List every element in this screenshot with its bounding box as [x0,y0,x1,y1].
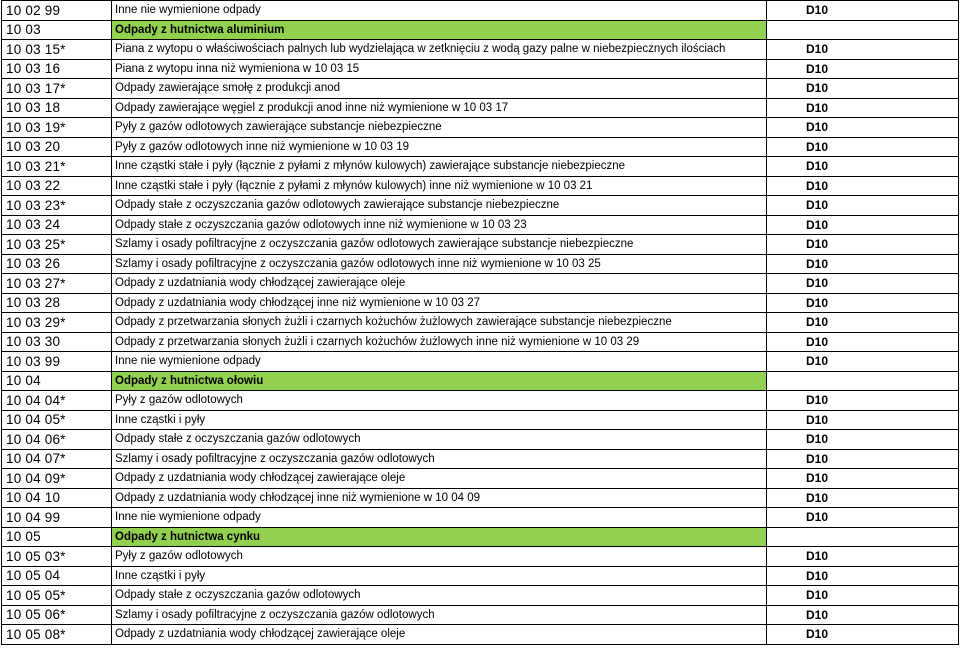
waste-description-cell: Inne cząstki i pyły [112,566,767,586]
table-row [2,430,959,450]
table-row [2,625,959,645]
table-row [2,332,959,352]
disposal-class-cell: D10 [767,566,959,586]
disposal-class-cell: D10 [767,332,959,352]
disposal-class-cell: D10 [767,449,959,469]
table-row [2,508,959,528]
table-row [2,449,959,469]
disposal-class-cell: D10 [767,274,959,294]
disposal-class-cell: D10 [767,352,959,372]
table-row [2,79,959,99]
waste-description-cell: Odpady z uzdatniania wody chłodzącej inne niż wymienione w 10 03 27 [112,293,767,313]
table-row [2,176,959,196]
waste-description-cell: Piana z wytopu inna niż wymieniona w 10 03 15 [112,59,767,79]
disposal-class-cell: D10 [767,469,959,489]
group-header-row [2,20,959,40]
disposal-class-cell: D10 [767,79,959,99]
table-row [2,469,959,489]
disposal-class-cell: D10 [767,157,959,177]
disposal-class-cell: D10 [767,605,959,625]
waste-description-cell: Pyły z gazów odlotowych inne niż wymienione w 10 03 19 [112,137,767,157]
disposal-class-cell: D10 [767,235,959,255]
waste-description-cell: Inne nie wymienione odpady [112,352,767,372]
waste-code-cell: 10 04 06* [2,430,112,450]
waste-code-cell: 10 04 04* [2,391,112,411]
waste-code-cell: 10 05 05* [2,586,112,606]
disposal-class-cell: D10 [767,586,959,606]
disposal-class-cell: D10 [767,59,959,79]
disposal-class-cell: D10 [767,40,959,60]
waste-description-cell: Odpady stałe z oczyszczania gazów odlotowych [112,586,767,606]
disposal-class-cell: D10 [767,313,959,333]
disposal-class-cell: D10 [767,430,959,450]
table-row [2,1,959,21]
waste-description-cell: Odpady z hutnictwa ołowiu [112,371,767,391]
waste-code-cell: 10 03 20 [2,137,112,157]
waste-description-cell: Pyły z gazów odlotowych [112,547,767,567]
table-row [2,313,959,333]
waste-code-cell: 10 03 27* [2,274,112,294]
waste-code-cell: 10 03 25* [2,235,112,255]
waste-description-cell: Odpady stałe z oczyszczania gazów odlotowych [112,430,767,450]
waste-description-cell: Inne nie wymienione odpady [112,508,767,528]
waste-code-cell: 10 05 06* [2,605,112,625]
disposal-class-cell: D10 [767,391,959,411]
table-row [2,410,959,430]
waste-code-cell: 10 03 26 [2,254,112,274]
waste-description-cell: Odpady z uzdatniania wody chłodzącej zawierające oleje [112,274,767,294]
waste-code-cell: 10 04 09* [2,469,112,489]
table-row [2,391,959,411]
table-row [2,118,959,138]
disposal-class-cell: D10 [767,488,959,508]
disposal-class-cell [767,20,959,40]
waste-description-cell: Inne cząstki i pyły [112,410,767,430]
waste-description-cell: Odpady z przetwarzania słonych żużli i czarnych kożuchów żużlowych zawierające substancje niebezpieczne [112,313,767,333]
disposal-class-cell [767,371,959,391]
waste-description-cell: Inne nie wymienione odpady [112,1,767,21]
table-row [2,293,959,313]
waste-description-cell: Odpady stałe z oczyszczania gazów odlotowych zawierające substancje niebezpieczne [112,196,767,216]
table-row [2,586,959,606]
disposal-class-cell: D10 [767,410,959,430]
table-row [2,566,959,586]
group-header-row [2,527,959,547]
disposal-class-cell: D10 [767,196,959,216]
disposal-class-cell: D10 [767,118,959,138]
disposal-class-cell: D10 [767,547,959,567]
waste-code-cell: 10 05 08* [2,625,112,645]
waste-code-cell: 10 02 99 [2,1,112,21]
table-row [2,605,959,625]
table-row [2,274,959,294]
disposal-class-cell: D10 [767,293,959,313]
waste-description-cell: Odpady stałe z oczyszczania gazów odlotowych inne niż wymienione w 10 03 23 [112,215,767,235]
waste-code-cell: 10 05 [2,527,112,547]
disposal-class-cell: D10 [767,137,959,157]
waste-table [1,0,959,645]
waste-description-cell: Pyły z gazów odlotowych [112,391,767,411]
waste-description-cell: Odpady z uzdatniania wody chłodzącej inne niż wymienione w 10 04 09 [112,488,767,508]
table-row [2,59,959,79]
disposal-class-cell: D10 [767,625,959,645]
table-row [2,352,959,372]
waste-code-cell: 10 03 16 [2,59,112,79]
waste-code-cell: 10 04 99 [2,508,112,528]
table-row [2,547,959,567]
waste-description-cell: Szlamy i osady pofiltracyjne z oczyszczania gazów odlotowych inne niż wymienione w 10 03 25 [112,254,767,274]
disposal-class-cell [767,527,959,547]
table-row [2,98,959,118]
waste-description-cell: Odpady zawierające węgiel z produkcji anod inne niż wymienione w 10 03 17 [112,98,767,118]
table-row [2,254,959,274]
table-row [2,137,959,157]
waste-code-cell: 10 04 10 [2,488,112,508]
waste-description-cell: Odpady zawierające smołę z produkcji anod [112,79,767,99]
waste-code-cell: 10 03 19* [2,118,112,138]
waste-code-cell: 10 03 29* [2,313,112,333]
group-header-row [2,371,959,391]
waste-description-cell: Odpady z uzdatniania wody chłodzącej zawierające oleje [112,625,767,645]
waste-code-cell: 10 04 [2,371,112,391]
waste-code-cell: 10 04 07* [2,449,112,469]
waste-description-cell: Inne cząstki stałe i pyły (łącznie z pyłami z młynów kulowych) zawierające substancje niebezpieczne [112,157,767,177]
waste-description-cell: Inne cząstki stałe i pyły (łącznie z pyłami z młynów kulowych) inne niż wymienione w 10 03 21 [112,176,767,196]
waste-description-cell: Szlamy i osady pofiltracyjne z oczyszczania gazów odlotowych [112,605,767,625]
table-row [2,157,959,177]
disposal-class-cell: D10 [767,98,959,118]
waste-code-cell: 10 03 21* [2,157,112,177]
waste-code-cell: 10 03 23* [2,196,112,216]
waste-code-cell: 10 03 28 [2,293,112,313]
waste-code-cell: 10 03 22 [2,176,112,196]
waste-code-cell: 10 03 30 [2,332,112,352]
waste-description-cell: Odpady z przetwarzania słonych żużli i czarnych kożuchów żużlowych inne niż wymienione w 10 03 29 [112,332,767,352]
disposal-class-cell: D10 [767,215,959,235]
waste-code-cell: 10 03 17* [2,79,112,99]
waste-description-cell: Szlamy i osady pofiltracyjne z oczyszczania gazów odlotowych zawierające substancje niebezpieczne [112,235,767,255]
table-row [2,40,959,60]
table-row [2,196,959,216]
waste-code-cell: 10 03 18 [2,98,112,118]
table-row [2,215,959,235]
waste-code-cell: 10 05 03* [2,547,112,567]
waste-code-cell: 10 03 24 [2,215,112,235]
waste-description-cell: Pyły z gazów odlotowych zawierające substancje niebezpieczne [112,118,767,138]
waste-description-cell: Odpady z uzdatniania wody chłodzącej zawierające oleje [112,469,767,489]
waste-description-cell: Odpady z hutnictwa aluminium [112,20,767,40]
disposal-class-cell: D10 [767,508,959,528]
waste-code-cell: 10 03 [2,20,112,40]
waste-code-cell: 10 03 99 [2,352,112,372]
disposal-class-cell: D10 [767,1,959,21]
waste-code-cell: 10 03 15* [2,40,112,60]
waste-table-body [2,1,959,645]
waste-description-cell: Szlamy i osady pofiltracyjne z oczyszczania gazów odlotowych [112,449,767,469]
disposal-class-cell: D10 [767,176,959,196]
table-row [2,488,959,508]
table-row [2,235,959,255]
disposal-class-cell: D10 [767,254,959,274]
waste-code-cell: 10 04 05* [2,410,112,430]
waste-description-cell: Odpady z hutnictwa cynku [112,527,767,547]
waste-code-cell: 10 05 04 [2,566,112,586]
waste-description-cell: Piana z wytopu o właściwościach palnych lub wydzielająca w zetknięciu z wodą gazy palne w niebezpiecznych ilościach [112,40,767,60]
